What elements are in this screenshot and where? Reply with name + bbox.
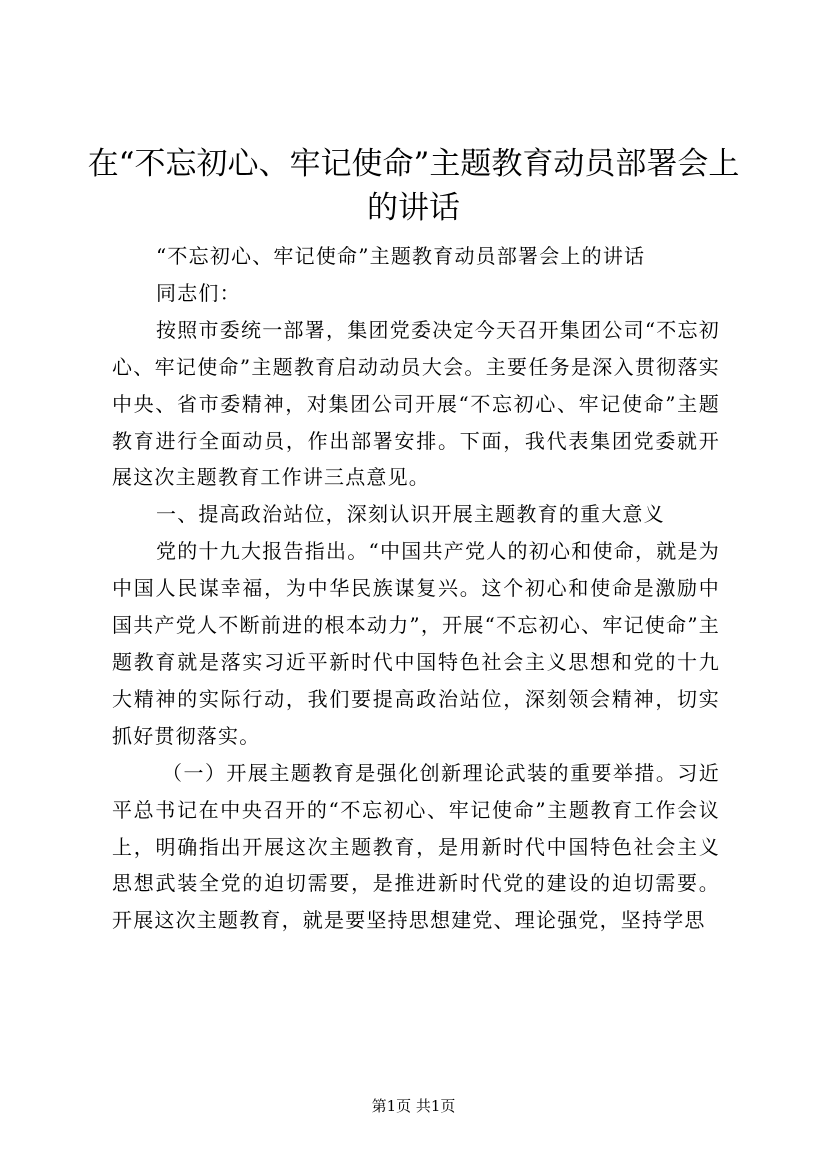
body-paragraph: （一）开展主题教育是强化创新理论武装的重要举措。习近平总书记在中央召开的“不忘初心、牢记使命”主题教育工作会议上，明确指出开展这次主题教育，是用新时代中国特色社会主义思想武装全党的迫切需要，是推进新时代党的建设的迫切需要。开展这次主题教育，就是要坚持思想建党、理论强党，坚持学思 xyxy=(112,760,720,933)
body-paragraph: 党的十九大报告指出。“中国共产党人的初心和使命，就是为中国人民谋幸福，为中华民族谋复兴。这个初心和使命是激励中国共产党人不断前进的根本动力”，开展“不忘初心、牢记使命”主题教育就是落实习近平新时代中国特色社会主义思想和党的十九大精神的实际行动，我们要提高政治站位，深刻领会精神，切实抓好贯彻落实。 xyxy=(112,539,720,748)
intro-paragraph: 按照市委统一部署，集团党委决定今天召开集团公司“不忘初心、牢记使命”主题教育启动动员大会。主要任务是深入贯彻落实中央、省市委精神，对集团公司开展“不忘初心、牢记使命”主题教育进行全面动员，作出部署安排。下面，我代表集团党委就开展这次主题教育工作讲三点意见。 xyxy=(112,317,720,490)
section-heading: 一、提高政治站位，深刻认识开展主题教育的重大意义 xyxy=(156,502,665,527)
salutation-paragraph: 同志们： xyxy=(156,280,241,305)
page-footer: 第1页 共1页 xyxy=(371,1097,456,1115)
document-body xyxy=(112,238,720,939)
document-title: 在“不忘初心、牢记使命”主题教育动员部署会上的讲话 xyxy=(87,146,740,226)
subtitle-paragraph: “不忘初心、牢记使命”主题教育动员部署会上的讲话 xyxy=(156,244,646,268)
